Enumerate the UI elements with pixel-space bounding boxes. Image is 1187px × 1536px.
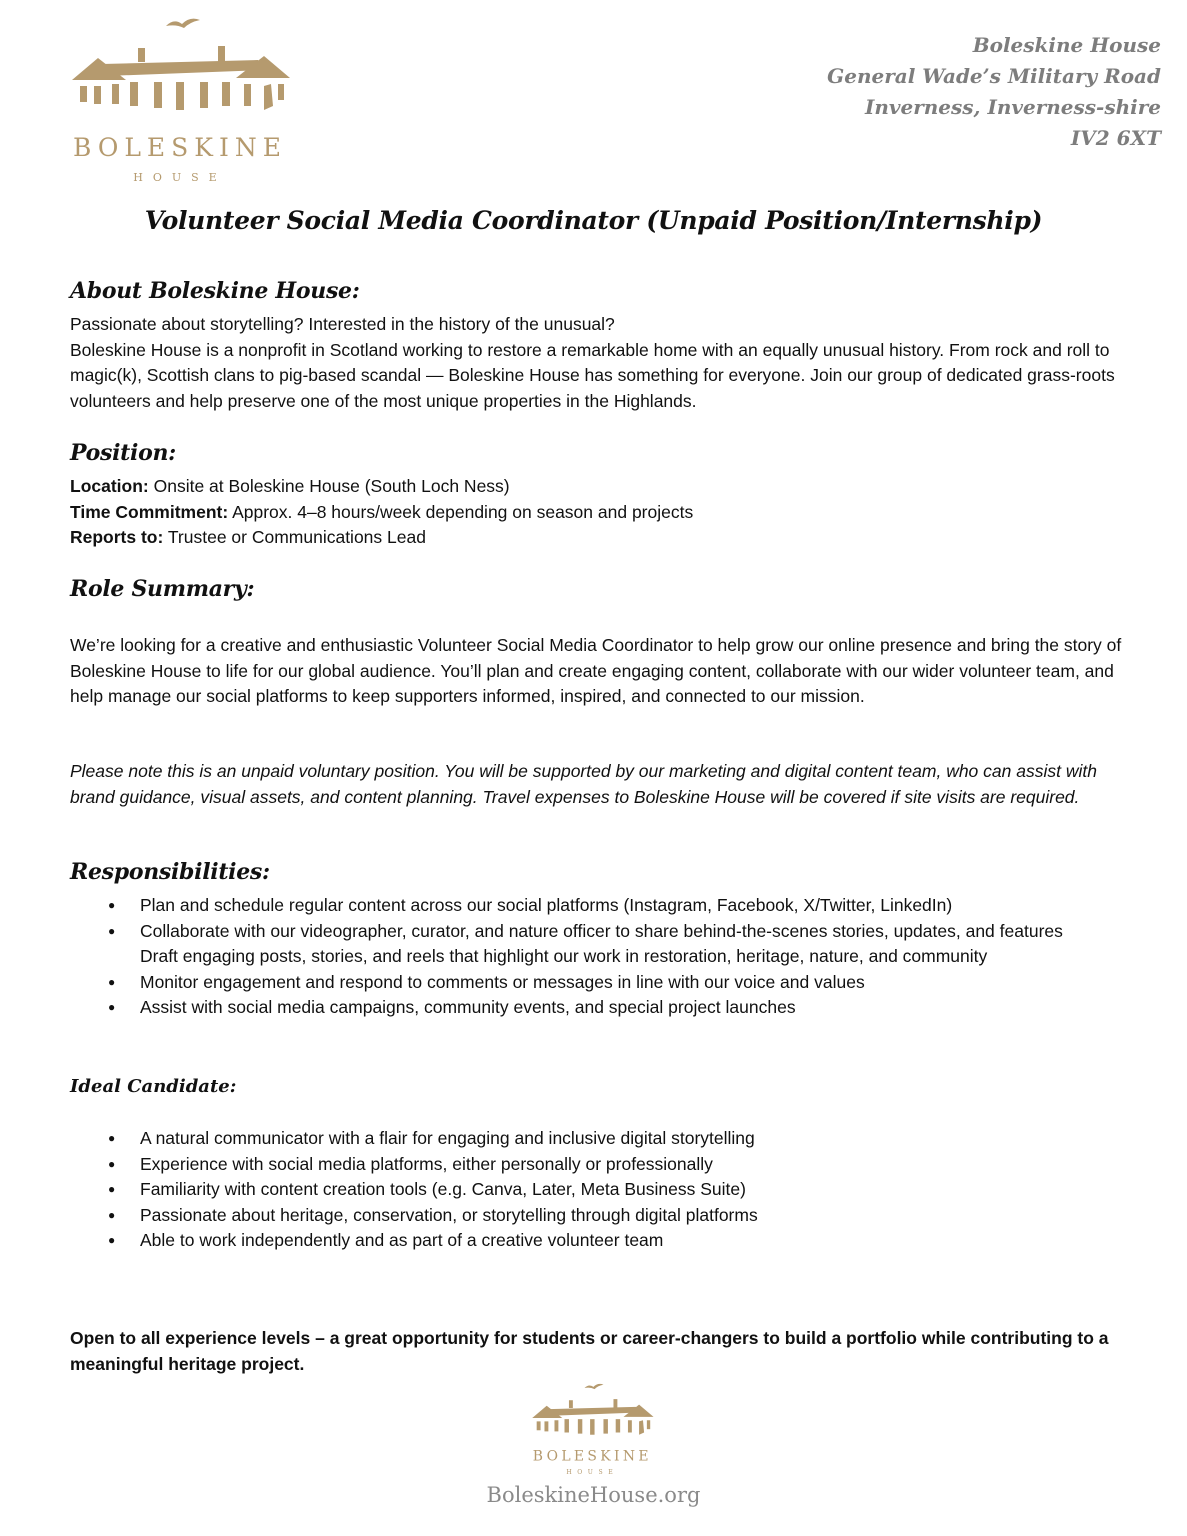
list-item: ● Collaborate with our videographer, curator, and nature officer to share behind-the-scenes stories, updates, and features [70,919,1130,945]
list-item: ● Passionate about heritage, conservation, or storytelling through digital platforms [70,1203,1130,1229]
address-line: IV2 6XT [1070,126,1161,150]
position-reports-to: Reports to: Trustee or Communications Lead [70,527,426,548]
address-line: Inverness, Inverness-shire [864,95,1161,119]
list-item: ● Plan and schedule regular content across our social platforms (Instagram, Facebook, X/Twitter, LinkedIn) [70,893,1130,919]
closing-statement: Open to all experience levels – a great opportunity for students or career-changers to build a portfolio while contributing to a meaningful heritage project. [70,1328,1109,1374]
website-link[interactable]: BoleskineHouse.org [486,1483,701,1507]
logo-wordmark: BOLESKINE [532,1448,652,1465]
list-item: ● Assist with social media campaigns, community events, and special project launches [70,995,1130,1021]
page-title: Volunteer Social Media Coordinator (Unpaid Position/Internship) [144,206,1043,235]
about-text [70,312,1130,414]
boleskine-house-logo-icon [68,14,298,189]
responsibilities-heading: Responsibilities: [70,859,270,885]
position-time-commitment: Time Commitment: Approx. 4–8 hours/week depending on season and projects [70,501,694,522]
address-line: Boleskine House [972,33,1161,57]
logo-subword: HOUSE [133,171,227,184]
logo-subword: HOUSE [566,1469,619,1477]
list-item: ● Monitor engagement and respond to comments or messages in line with our voice and values [70,970,1130,996]
address-block [827,30,1161,154]
ideal-candidate-heading: Ideal Candidate: [70,1076,237,1097]
list-item: ● Familiarity with content creation tools (e.g. Canva, Later, Meta Business Suite) [70,1177,1130,1203]
role-summary-note: Please note this is an unpaid voluntary position. You will be supported by our marketing and digital content team, who can assist with brand guidance, visual assets, and content planning. Travel expenses to Boleskine House will be covered if site visits are required. [70,761,1097,807]
ideal-candidate-list [70,1126,1130,1254]
about-line: Boleskine House is a nonprofit in Scotland working to restore a remarkable home with an equally unusual history. From rock and roll to magic(k), Scottish clans to pig-based scandal — Boleskine House has something for everyone. Join our group of dedicated grass-roots volunteers and help preserve one of the most unique properties in the Highlands. [70,339,1115,411]
position-heading: Position: [70,440,176,466]
list-item: ● Able to work independently and as part of a creative volunteer team [70,1228,1130,1254]
address-line: General Wade’s Military Road [827,64,1161,88]
boleskine-house-logo-icon [530,1380,658,1480]
position-details [70,474,1130,551]
list-item: ● Experience with social media platforms, either personally or professionally [70,1152,1130,1178]
role-summary-heading: Role Summary: [70,576,255,602]
about-line: Passionate about storytelling? Interested in the history of the unusual? [70,314,615,334]
role-summary-text: We’re looking for a creative and enthusiastic Volunteer Social Media Coordinator to help grow our online presence and bring the story of Boleskine House to life for our global audience. You’ll plan and create engaging content, collaborate with our wider volunteer team, and help manage our social platforms to keep supporters informed, inspired, and connected to our mission. [70,635,1122,707]
list-item: ● A natural communicator with a flair for engaging and inclusive digital storytelling [70,1126,1130,1152]
about-heading: About Boleskine House: [70,278,360,304]
list-item: Draft engaging posts, stories, and reels that highlight our work in restoration, heritage, nature, and community [140,946,988,967]
logo-wordmark: BOLESKINE [73,133,287,162]
position-location: Location: Onsite at Boleskine House (South Loch Ness) [70,476,510,496]
responsibilities-list [70,893,1130,1021]
